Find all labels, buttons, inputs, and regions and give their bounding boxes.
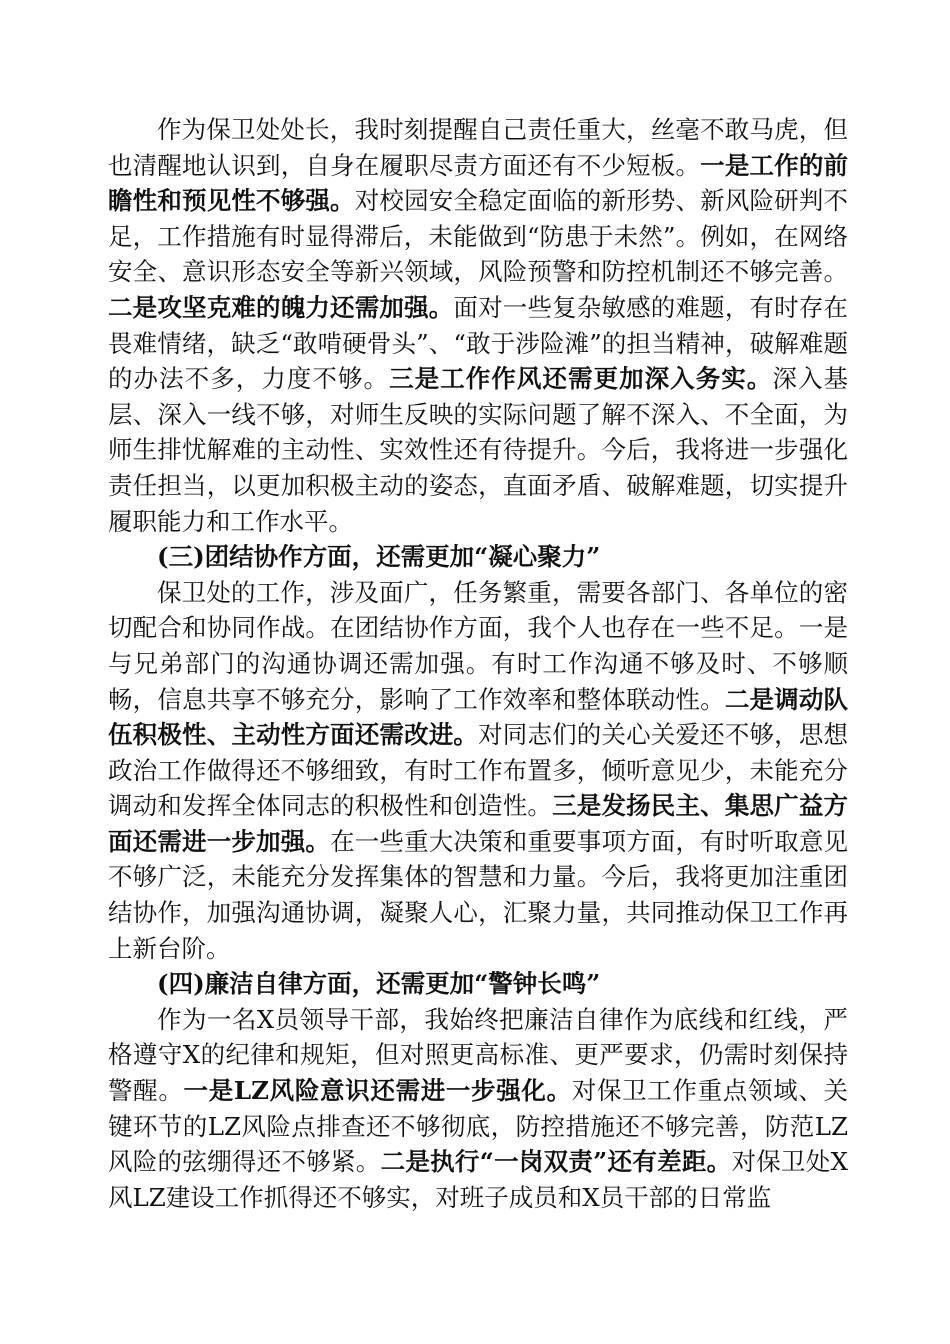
bold-point-two: 二是执行“一岗双责”还有差距。 xyxy=(380,1147,732,1177)
bold-point-three: 三是工作作风还需更加深入务实。 xyxy=(389,364,773,394)
bold-point-one: 一是工作的前瞻性和预见性不够强。 xyxy=(108,150,849,216)
text-segment: 对校园安全稳定面临的新形势、新风险研判不足，工作措施有时显得滞后，未能做到“防患于未然”。例如，在网络安全、意识形态安全等新兴领域，风险预警和防控机制还不够完善。 xyxy=(108,186,849,287)
section-heading-unity xyxy=(108,539,848,575)
text-segment: 对保卫工作重点领域、关键环节的LZ风险点排查还不够彻底，防控措施还不够完善，防范LZ风险的弦绷得还不够紧。 xyxy=(108,1076,849,1177)
text-segment: 对同志们的关心关爱还不够，思想政治工作做得还不够细致，有时工作布置多，倾听意见少，未能充分调动和发挥全体同志的积极性和创造性。 xyxy=(108,720,849,821)
text-segment: 作为一名X员领导干部，我始终把廉洁自律作为底线和红线，严格遵守X的纪律和规矩，但对照更高标准、更严要求，仍需时刻保持警醒。 xyxy=(108,1004,848,1106)
bold-point-two: 二是攻坚克难的魄力还需加强。 xyxy=(108,292,454,322)
document-page xyxy=(108,112,848,1215)
text-segment: 深入基层、深入一线不够，对师生反映的实际问题了解不深入、不全面，为师生排忧解难的主动性、实效性还有待提升。今后，我将进一步强化责任担当，以更加积极主动的姿态，直面矛盾、破解难题，切实提升履职能力和工作水平。 xyxy=(108,364,849,536)
bold-point-one: 一是LZ风险意识还需进一步强化。 xyxy=(183,1076,572,1106)
paragraph-work-shortcomings xyxy=(108,112,848,539)
text-segment: 面对一些复杂敏感的难题，有时存在畏难情绪，缺乏“敢啃硬骨头”、“敢于涉险滩”的担当精神，破解难题的办法不多，力度不够。 xyxy=(108,292,849,394)
bold-point-three: 三是发扬民主、集思广益方面还需进一步加强。 xyxy=(108,791,849,856)
text-segment: 对保卫处X风LZ建设工作抓得还不够实，对班子成员和X员干部的日常监 xyxy=(108,1147,849,1212)
paragraph-unity-cooperation xyxy=(108,575,848,967)
heading-text: (四)廉洁自律方面，还需更加“警钟长鸣” xyxy=(157,969,601,999)
text-segment: 作为保卫处处长，我时刻提醒自己责任重大，丝毫不敢马虎，但也清醒地认识到，自身在履职尽责方面还有不少短板。 xyxy=(108,115,848,180)
section-heading-integrity xyxy=(108,966,848,1002)
bold-point-two: 二是调动队伍积极性、主动性方面还需改进。 xyxy=(108,684,849,750)
paragraph-integrity-discipline xyxy=(108,1002,848,1216)
text-segment: 保卫处的工作，涉及面广，任务繁重，需要各部门、各单位的密切配合和协同作战。在团结协作方面，我个人也存在一些不足。一是与兄弟部门的沟通协调还需加强。有时工作沟通不够及时、不够顺畅，信息共享不够充分，影响了工作效率和整体联动性。 xyxy=(108,577,848,714)
text-segment: 在一些重大决策和重要事项方面，有时听取意见不够广泛，未能充分发挥集体的智慧和力量。今后，我将更加注重团结协作，加强沟通协调，凝聚人心，汇聚力量，共同推动保卫工作再上新台阶。 xyxy=(108,826,849,963)
heading-text: (三)团结协作方面，还需更加“凝心聚力” xyxy=(157,542,601,572)
